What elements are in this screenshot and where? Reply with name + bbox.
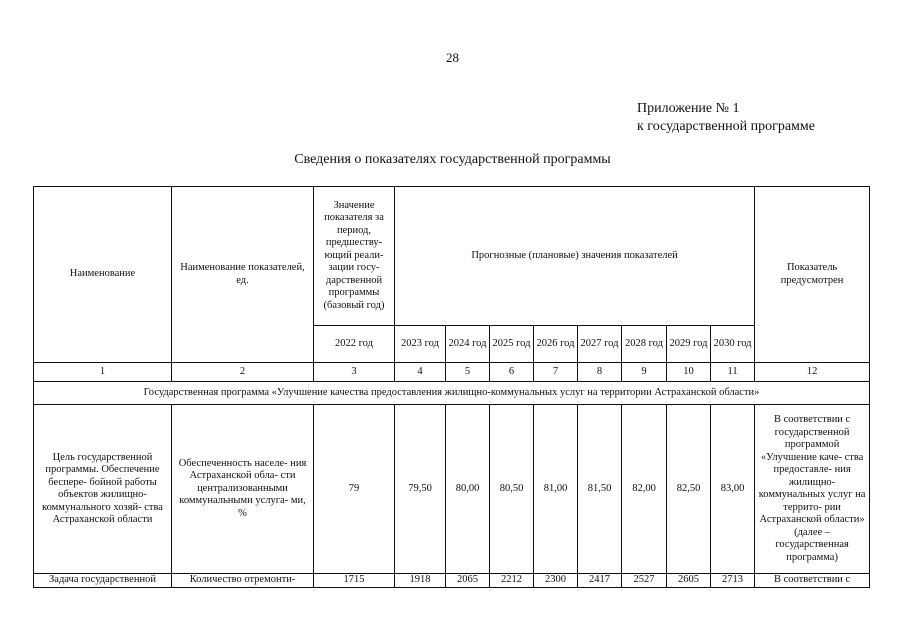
goal-name: Цель государственной программы. Обеспечение беспере- бойной работы объектов жилищно- коммунального хозяй- ства Астраханской области bbox=[34, 405, 172, 574]
column-number: 7 bbox=[534, 363, 578, 382]
appendix-line-2: к государственной программе bbox=[637, 119, 815, 134]
column-number: 5 bbox=[446, 363, 490, 382]
task-value: 2300 bbox=[534, 574, 578, 588]
task-value: 1918 bbox=[395, 574, 446, 588]
header-provided: Показатель предусмотрен bbox=[755, 187, 870, 363]
column-number: 3 bbox=[314, 363, 395, 382]
header-year: 2026 год bbox=[534, 326, 578, 363]
task-value: 2605 bbox=[667, 574, 711, 588]
appendix-line-1: Приложение № 1 bbox=[637, 101, 740, 116]
task-row bbox=[34, 574, 870, 588]
goal-value: 83,00 bbox=[711, 405, 755, 574]
task-value: 2713 bbox=[711, 574, 755, 588]
header-indicator: Наименование показателей, ед. bbox=[172, 187, 314, 363]
goal-value: 80,00 bbox=[446, 405, 490, 574]
task-value: 2417 bbox=[578, 574, 622, 588]
goal-provided: В соответствии с государственной программой «Улучшение каче- ства предоставле- ния жилищно- коммунальных услуг на террито- рии Астраханской области» (далее – государственная программа) bbox=[755, 405, 870, 574]
header-year: 2023 год bbox=[395, 326, 446, 363]
task-indicator: Количество отремонти- bbox=[172, 574, 314, 588]
header-row-1 bbox=[34, 187, 870, 326]
goal-value: 82,00 bbox=[622, 405, 667, 574]
task-provided: В соответствии с bbox=[755, 574, 870, 588]
column-number: 8 bbox=[578, 363, 622, 382]
header-year: 2024 год bbox=[446, 326, 490, 363]
task-name: Задача государственной bbox=[34, 574, 172, 588]
column-number: 1 bbox=[34, 363, 172, 382]
appendix-heading bbox=[637, 100, 815, 136]
goal-value: 80,50 bbox=[490, 405, 534, 574]
column-number: 4 bbox=[395, 363, 446, 382]
goal-value: 82,50 bbox=[667, 405, 711, 574]
column-number: 11 bbox=[711, 363, 755, 382]
goal-value: 81,50 bbox=[578, 405, 622, 574]
goal-indicator: Обеспеченность населе- ния Астраханской обла- сти централизованными коммунальными услуга- ми, % bbox=[172, 405, 314, 574]
task-base-value: 1715 bbox=[314, 574, 395, 588]
task-value: 2212 bbox=[490, 574, 534, 588]
column-number-row bbox=[34, 363, 870, 382]
goal-value: 79,50 bbox=[395, 405, 446, 574]
goal-base-value: 79 bbox=[314, 405, 395, 574]
document-title: Сведения о показателях государственной программы bbox=[294, 152, 611, 167]
task-value: 2065 bbox=[446, 574, 490, 588]
header-base-year: 2022 год bbox=[314, 326, 395, 363]
header-year: 2030 год bbox=[711, 326, 755, 363]
header-name: Наименование bbox=[34, 187, 172, 363]
header-base-value: Значение показателя за период, предшеству- ющий реали- зации госу- дарственной программы (базовый год) bbox=[314, 187, 395, 326]
page-number: 28 bbox=[446, 50, 459, 65]
indicators-table bbox=[33, 186, 870, 588]
program-row bbox=[34, 382, 870, 405]
column-number: 12 bbox=[755, 363, 870, 382]
goal-row bbox=[34, 405, 870, 574]
header-year: 2025 год bbox=[490, 326, 534, 363]
goal-value: 81,00 bbox=[534, 405, 578, 574]
program-title: Государственная программа «Улучшение качества предоставления жилищно-коммунальных услуг на территории Астраханской области» bbox=[34, 382, 870, 405]
header-year: 2027 год bbox=[578, 326, 622, 363]
column-number: 2 bbox=[172, 363, 314, 382]
header-year: 2029 год bbox=[667, 326, 711, 363]
task-value: 2527 bbox=[622, 574, 667, 588]
column-number: 10 bbox=[667, 363, 711, 382]
header-forecast: Прогнозные (плановые) значения показателей bbox=[395, 187, 755, 326]
header-year: 2028 год bbox=[622, 326, 667, 363]
column-number: 6 bbox=[490, 363, 534, 382]
column-number: 9 bbox=[622, 363, 667, 382]
